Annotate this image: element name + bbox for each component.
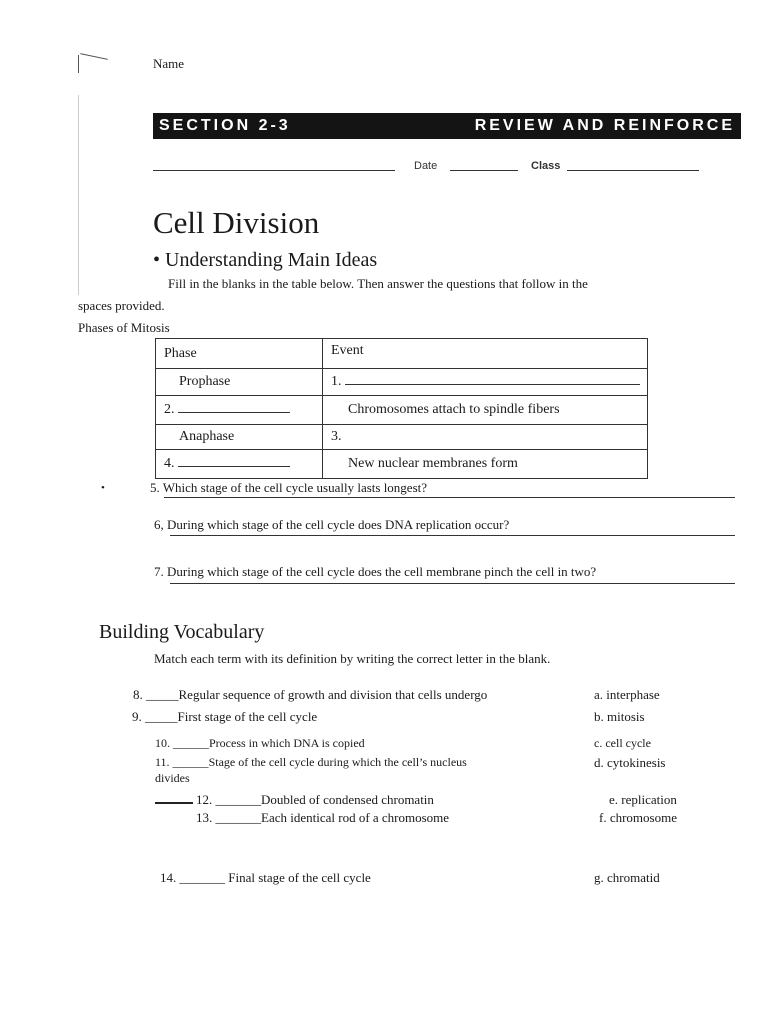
- section-type: REVIEW AND REINFORCE: [474, 117, 735, 134]
- item-definition: Process in which DNA is copied: [209, 736, 365, 750]
- header-event-text: Event: [331, 343, 364, 358]
- term-b: b. mitosis: [594, 709, 645, 724]
- term-e: e. replication: [609, 792, 677, 807]
- item-definition: First stage of the cell cycle: [177, 709, 318, 724]
- section-subtitle: • Understanding Main Ideas: [153, 249, 378, 271]
- item-definition: Stage of the cell cycle during which the cell’s nucleus: [208, 755, 467, 769]
- instructions-line-1: Fill in the blanks in the table below. Then answer the questions that follow in the: [168, 276, 588, 291]
- vocab-item[interactable]: [196, 810, 449, 826]
- item-number[interactable]: 12. _______: [196, 792, 261, 807]
- phase-text: Prophase: [179, 374, 231, 389]
- event-cell[interactable]: [323, 425, 648, 450]
- item-number[interactable]: 10. ______: [155, 736, 209, 750]
- item-definition: Regular sequence of growth and division that cells undergo: [178, 687, 488, 702]
- event-text: New nuclear membranes form: [348, 456, 518, 471]
- term-f: f. chromosome: [599, 810, 677, 825]
- phase-text: Anaphase: [179, 429, 235, 444]
- stray-line: [155, 802, 193, 804]
- term-c: c. cell cycle: [594, 736, 651, 750]
- page-title: Cell Division: [153, 205, 320, 240]
- item-number[interactable]: 9. _____: [132, 709, 178, 724]
- name-line[interactable]: [153, 170, 395, 171]
- phase-cell[interactable]: [156, 450, 323, 479]
- name-label: Name: [153, 56, 185, 71]
- section-banner: [153, 113, 741, 139]
- item-number[interactable]: 14. _______: [160, 870, 225, 885]
- question-5: 5. Which stage of the cell cycle usually lasts longest?: [150, 480, 428, 495]
- phase-cell[interactable]: [156, 396, 323, 425]
- class-line[interactable]: [567, 170, 699, 171]
- phase-number: 2.: [164, 402, 175, 417]
- term-a: a. interphase: [594, 687, 660, 702]
- event-number: 1.: [331, 374, 342, 389]
- class-label: Class: [531, 160, 561, 172]
- vocab-instructions: Match each term with its definition by writing the correct letter in the blank.: [154, 651, 551, 666]
- answer-blank[interactable]: [178, 466, 290, 467]
- header-phase: [156, 339, 323, 369]
- scan-mark: [80, 53, 108, 60]
- event-cell[interactable]: [323, 369, 648, 396]
- question-7: 7. During which stage of the cell cycle does the cell membrane pinch the cell in two?: [154, 564, 597, 579]
- answer-line[interactable]: [164, 497, 735, 498]
- term-g: g. chromatid: [594, 870, 660, 885]
- vocab-item[interactable]: [132, 709, 317, 725]
- item-definition-continued: divides: [155, 771, 190, 785]
- vocab-item[interactable]: [133, 687, 487, 703]
- section-number: SECTION 2-3: [159, 117, 291, 134]
- phase-cell: [156, 425, 323, 450]
- vocab-item[interactable]: [196, 792, 434, 808]
- date-line[interactable]: [450, 170, 518, 171]
- term-d: d. cytokinesis: [594, 755, 666, 770]
- scan-mark: [78, 95, 79, 295]
- item-number[interactable]: 8. _____: [133, 687, 179, 702]
- item-definition: Each identical rod of a chromosome: [261, 810, 450, 825]
- event-cell: [323, 396, 648, 425]
- vocab-heading: Building Vocabulary: [99, 621, 265, 643]
- item-number[interactable]: 13. _______: [196, 810, 261, 825]
- answer-line[interactable]: [170, 535, 735, 536]
- instructions-line-2: spaces provided.: [78, 298, 165, 313]
- item-number[interactable]: 11. ______: [155, 755, 209, 769]
- date-label: Date: [414, 160, 438, 172]
- phase-number: 4.: [164, 456, 175, 471]
- vocab-item[interactable]: [160, 870, 371, 886]
- vocab-item[interactable]: [155, 755, 467, 770]
- answer-line[interactable]: [170, 583, 735, 584]
- header-phase-text: Phase: [164, 345, 197, 361]
- event-text: Chromosomes attach to spindle fibers: [348, 402, 560, 417]
- answer-blank[interactable]: [178, 412, 290, 413]
- table-caption: Phases of Mitosis: [78, 320, 170, 335]
- phases-table: [155, 338, 648, 479]
- answer-blank[interactable]: [345, 384, 640, 385]
- phase-cell: [156, 369, 323, 396]
- stray-mark: •: [101, 482, 105, 494]
- item-definition: Doubled of condensed chromatin: [261, 792, 434, 807]
- scan-mark: [78, 55, 79, 73]
- event-number: 3.: [331, 429, 342, 444]
- question-6: 6, During which stage of the cell cycle does DNA replication occur?: [154, 517, 510, 532]
- event-cell: [323, 450, 648, 479]
- item-definition: Final stage of the cell cycle: [225, 870, 371, 885]
- vocab-item[interactable]: [155, 736, 365, 751]
- header-event: [323, 339, 648, 369]
